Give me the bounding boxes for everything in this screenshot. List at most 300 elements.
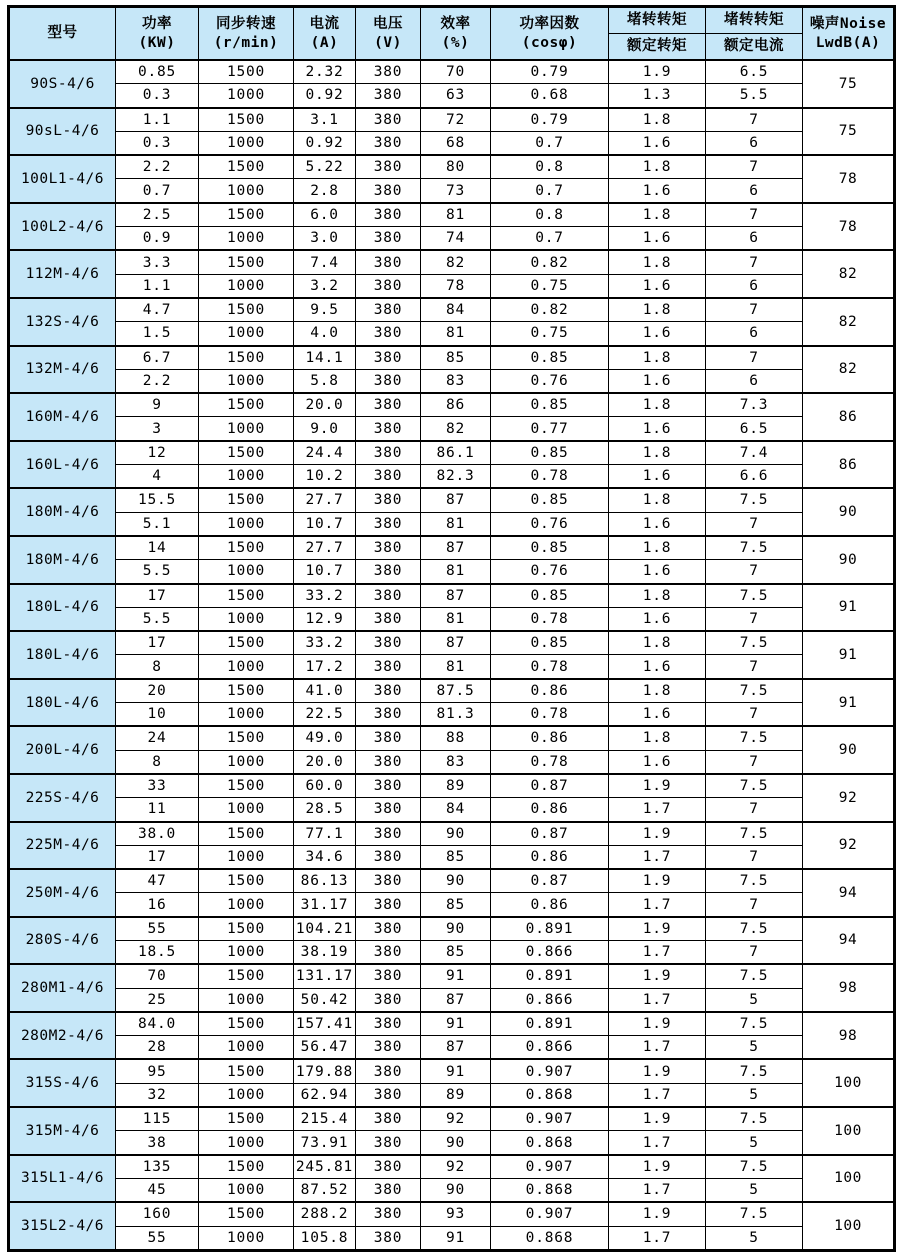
power-cell: 0.7: [116, 179, 199, 203]
power-factor-cell: 0.82: [491, 250, 609, 274]
model-cell: 225M-4/6: [9, 822, 116, 870]
current-ratio-cell: 7: [706, 893, 803, 917]
voltage-cell: 380: [356, 988, 421, 1012]
current-ratio-cell: 7.4: [706, 441, 803, 465]
current-ratio-cell: 7.5: [706, 726, 803, 750]
power-cell: 16: [116, 893, 199, 917]
current-cell: 27.7: [294, 536, 356, 560]
current-cell: 2.8: [294, 179, 356, 203]
power-factor-cell: 0.78: [491, 465, 609, 489]
power-factor-cell: 0.866: [491, 988, 609, 1012]
efficiency-cell: 81.3: [421, 703, 491, 727]
voltage-cell: 380: [356, 155, 421, 179]
torque-ratio-cell: 1.9: [609, 1012, 706, 1036]
efficiency-cell: 87: [421, 631, 491, 655]
current-ratio-cell: 7.5: [706, 822, 803, 846]
column-header-current: 电流 (A): [294, 7, 356, 61]
torque-ratio-cell: 1.9: [609, 822, 706, 846]
efficiency-cell: 63: [421, 84, 491, 108]
voltage-cell: 380: [356, 893, 421, 917]
noise-cell: 100: [803, 1202, 895, 1250]
current-cell: 5.8: [294, 369, 356, 393]
power-factor-cell: 0.79: [491, 108, 609, 132]
power-factor-cell: 0.76: [491, 512, 609, 536]
noise-cell: 92: [803, 822, 895, 870]
voltage-cell: 380: [356, 560, 421, 584]
model-cell: 280M1-4/6: [9, 964, 116, 1012]
power-factor-cell: 0.85: [491, 441, 609, 465]
efficiency-cell: 85: [421, 940, 491, 964]
power-factor-cell: 0.868: [491, 1178, 609, 1202]
efficiency-cell: 83: [421, 369, 491, 393]
torque-ratio-cell: 1.8: [609, 536, 706, 560]
torque-ratio-cell: 1.6: [609, 655, 706, 679]
power-cell: 1.1: [116, 108, 199, 132]
speed-cell: 1500: [199, 1155, 294, 1179]
efficiency-cell: 87: [421, 1036, 491, 1060]
power-factor-cell: 0.7: [491, 179, 609, 203]
power-cell: 15.5: [116, 488, 199, 512]
power-factor-cell: 0.77: [491, 417, 609, 441]
efficiency-cell: 85: [421, 845, 491, 869]
model-cell: 280M2-4/6: [9, 1012, 116, 1060]
noise-cell: 86: [803, 441, 895, 489]
table-row: [9, 322, 895, 346]
column-header-current-ratio-bottom: 额定电流: [706, 34, 803, 61]
current-ratio-cell: 7.5: [706, 964, 803, 988]
torque-ratio-cell: 1.7: [609, 845, 706, 869]
efficiency-cell: 85: [421, 346, 491, 370]
power-factor-cell: 0.907: [491, 1059, 609, 1083]
power-cell: 17: [116, 631, 199, 655]
current-ratio-cell: 7.5: [706, 488, 803, 512]
voltage-cell: 380: [356, 60, 421, 84]
power-cell: 1.1: [116, 274, 199, 298]
current-ratio-cell: 6: [706, 322, 803, 346]
voltage-cell: 380: [356, 84, 421, 108]
column-header-efficiency: 效率 (%): [421, 7, 491, 61]
current-cell: 33.2: [294, 631, 356, 655]
torque-ratio-cell: 1.8: [609, 679, 706, 703]
torque-ratio-cell: 1.6: [609, 512, 706, 536]
table-row: [9, 893, 895, 917]
torque-ratio-cell: 1.9: [609, 1155, 706, 1179]
power-cell: 160: [116, 1202, 199, 1226]
power-cell: 0.9: [116, 227, 199, 251]
power-cell: 1.5: [116, 322, 199, 346]
power-factor-cell: 0.87: [491, 774, 609, 798]
current-ratio-cell: 6: [706, 227, 803, 251]
current-cell: 3.1: [294, 108, 356, 132]
current-cell: 104.21: [294, 917, 356, 941]
efficiency-cell: 68: [421, 131, 491, 155]
torque-ratio-cell: 1.8: [609, 298, 706, 322]
column-header-model: [9, 7, 116, 61]
voltage-cell: 380: [356, 417, 421, 441]
table-row: [9, 108, 895, 132]
column-header-power: 功率 (KW): [116, 7, 199, 61]
power-factor-cell: 0.85: [491, 584, 609, 608]
model-cell: 225S-4/6: [9, 774, 116, 822]
column-header-voltage: 电压 (V): [356, 7, 421, 61]
table-header: [9, 7, 895, 61]
noise-cell: 82: [803, 346, 895, 394]
voltage-cell: 380: [356, 131, 421, 155]
power-factor-cell: 0.78: [491, 750, 609, 774]
torque-ratio-cell: 1.6: [609, 227, 706, 251]
torque-ratio-cell: 1.9: [609, 917, 706, 941]
table-body: [9, 60, 895, 1250]
speed-cell: 1000: [199, 750, 294, 774]
speed-cell: 1000: [199, 560, 294, 584]
torque-ratio-cell: 1.8: [609, 441, 706, 465]
table-row: [9, 988, 895, 1012]
power-cell: 3.3: [116, 250, 199, 274]
torque-ratio-cell: 1.6: [609, 560, 706, 584]
noise-cell: 91: [803, 631, 895, 679]
current-ratio-cell: 7: [706, 560, 803, 584]
noise-cell: 94: [803, 869, 895, 917]
efficiency-cell: 91: [421, 964, 491, 988]
model-cell: 250M-4/6: [9, 869, 116, 917]
power-factor-cell: 0.78: [491, 703, 609, 727]
power-cell: 55: [116, 917, 199, 941]
voltage-cell: 380: [356, 298, 421, 322]
voltage-cell: 380: [356, 1226, 421, 1250]
power-cell: 2.2: [116, 369, 199, 393]
voltage-cell: 380: [356, 679, 421, 703]
speed-cell: 1000: [199, 227, 294, 251]
current-ratio-cell: 5.5: [706, 84, 803, 108]
power-cell: 17: [116, 584, 199, 608]
power-cell: 0.3: [116, 84, 199, 108]
speed-cell: 1000: [199, 988, 294, 1012]
model-cell: 315L2-4/6: [9, 1202, 116, 1250]
speed-cell: 1000: [199, 417, 294, 441]
current-cell: 49.0: [294, 726, 356, 750]
power-cell: 5.1: [116, 512, 199, 536]
current-cell: 157.41: [294, 1012, 356, 1036]
power-factor-cell: 0.86: [491, 893, 609, 917]
noise-cell: 92: [803, 774, 895, 822]
current-ratio-cell: 6.5: [706, 417, 803, 441]
model-cell: 200L-4/6: [9, 726, 116, 774]
current-cell: 86.13: [294, 869, 356, 893]
speed-cell: 1500: [199, 488, 294, 512]
voltage-cell: 380: [356, 1012, 421, 1036]
power-factor-cell: 0.866: [491, 1036, 609, 1060]
voltage-cell: 380: [356, 655, 421, 679]
table-row: [9, 798, 895, 822]
table-row: [9, 1107, 895, 1131]
voltage-cell: 380: [356, 227, 421, 251]
noise-cell: 90: [803, 726, 895, 774]
efficiency-cell: 87: [421, 584, 491, 608]
current-ratio-cell: 7: [706, 750, 803, 774]
efficiency-cell: 88: [421, 726, 491, 750]
power-factor-cell: 0.85: [491, 631, 609, 655]
model-cell: 315M-4/6: [9, 1107, 116, 1155]
power-cell: 5.5: [116, 560, 199, 584]
current-ratio-cell: 7: [706, 346, 803, 370]
current-ratio-cell: 7.5: [706, 917, 803, 941]
efficiency-cell: 81: [421, 512, 491, 536]
voltage-cell: 380: [356, 1131, 421, 1155]
speed-cell: 1500: [199, 536, 294, 560]
noise-cell: 94: [803, 917, 895, 965]
power-factor-cell: 0.87: [491, 869, 609, 893]
current-ratio-cell: 5: [706, 1083, 803, 1107]
current-cell: 34.6: [294, 845, 356, 869]
torque-ratio-cell: 1.7: [609, 940, 706, 964]
power-cell: 8: [116, 750, 199, 774]
current-ratio-cell: 7: [706, 155, 803, 179]
current-cell: 2.32: [294, 60, 356, 84]
torque-ratio-cell: 1.6: [609, 750, 706, 774]
voltage-cell: 380: [356, 369, 421, 393]
model-cell: 90S-4/6: [9, 60, 116, 108]
efficiency-cell: 81: [421, 560, 491, 584]
speed-cell: 1000: [199, 1178, 294, 1202]
power-factor-cell: 0.85: [491, 536, 609, 560]
current-cell: 41.0: [294, 679, 356, 703]
power-cell: 2.5: [116, 203, 199, 227]
current-cell: 31.17: [294, 893, 356, 917]
efficiency-cell: 90: [421, 917, 491, 941]
power-cell: 38: [116, 1131, 199, 1155]
table-row: [9, 822, 895, 846]
current-ratio-cell: 7.5: [706, 1202, 803, 1226]
current-ratio-cell: 6.5: [706, 60, 803, 84]
current-cell: 38.19: [294, 940, 356, 964]
voltage-cell: 380: [356, 917, 421, 941]
current-cell: 0.92: [294, 84, 356, 108]
efficiency-cell: 82: [421, 417, 491, 441]
table-row: [9, 179, 895, 203]
table-row: [9, 1131, 895, 1155]
table-row: [9, 1059, 895, 1083]
header-row-1: [9, 7, 895, 34]
torque-ratio-cell: 1.6: [609, 465, 706, 489]
power-cell: 14: [116, 536, 199, 560]
current-ratio-cell: 7.5: [706, 631, 803, 655]
speed-cell: 1500: [199, 1202, 294, 1226]
table-row: [9, 869, 895, 893]
power-factor-cell: 0.82: [491, 298, 609, 322]
speed-cell: 1500: [199, 774, 294, 798]
current-ratio-cell: 7: [706, 607, 803, 631]
torque-ratio-cell: 1.8: [609, 726, 706, 750]
torque-ratio-cell: 1.6: [609, 322, 706, 346]
voltage-cell: 380: [356, 1083, 421, 1107]
voltage-cell: 380: [356, 512, 421, 536]
table-row: [9, 346, 895, 370]
power-cell: 84.0: [116, 1012, 199, 1036]
voltage-cell: 380: [356, 631, 421, 655]
current-cell: 10.2: [294, 465, 356, 489]
power-factor-cell: 0.76: [491, 560, 609, 584]
power-cell: 18.5: [116, 940, 199, 964]
speed-cell: 1500: [199, 869, 294, 893]
speed-cell: 1500: [199, 346, 294, 370]
noise-cell: 78: [803, 155, 895, 203]
current-ratio-cell: 7: [706, 108, 803, 132]
efficiency-cell: 89: [421, 1083, 491, 1107]
power-cell: 8: [116, 655, 199, 679]
voltage-cell: 380: [356, 869, 421, 893]
power-cell: 3: [116, 417, 199, 441]
speed-cell: 1000: [199, 369, 294, 393]
power-cell: 0.85: [116, 60, 199, 84]
power-cell: 32: [116, 1083, 199, 1107]
speed-cell: 1500: [199, 203, 294, 227]
current-ratio-cell: 7.5: [706, 679, 803, 703]
current-cell: 6.0: [294, 203, 356, 227]
current-ratio-cell: 7.5: [706, 869, 803, 893]
efficiency-cell: 91: [421, 1012, 491, 1036]
current-ratio-cell: 7.5: [706, 1155, 803, 1179]
torque-ratio-cell: 1.8: [609, 155, 706, 179]
power-cell: 2.2: [116, 155, 199, 179]
table-row: [9, 298, 895, 322]
table-row: [9, 465, 895, 489]
current-cell: 4.0: [294, 322, 356, 346]
speed-cell: 1000: [199, 274, 294, 298]
power-factor-cell: 0.75: [491, 322, 609, 346]
speed-cell: 1000: [199, 322, 294, 346]
power-factor-cell: 0.868: [491, 1131, 609, 1155]
column-header-current-ratio-top: 堵转转矩: [706, 7, 803, 34]
table-row: [9, 227, 895, 251]
torque-ratio-cell: 1.6: [609, 417, 706, 441]
current-ratio-cell: 7: [706, 250, 803, 274]
current-ratio-cell: 7.5: [706, 536, 803, 560]
power-cell: 12: [116, 441, 199, 465]
efficiency-cell: 82: [421, 250, 491, 274]
efficiency-cell: 91: [421, 1226, 491, 1250]
current-ratio-cell: 7.5: [706, 774, 803, 798]
speed-cell: 1500: [199, 250, 294, 274]
current-cell: 56.47: [294, 1036, 356, 1060]
voltage-cell: 380: [356, 346, 421, 370]
current-cell: 9.0: [294, 417, 356, 441]
voltage-cell: 380: [356, 393, 421, 417]
voltage-cell: 380: [356, 274, 421, 298]
table-row: [9, 845, 895, 869]
efficiency-cell: 85: [421, 893, 491, 917]
column-header-model-label: 型号: [47, 25, 78, 42]
current-cell: 17.2: [294, 655, 356, 679]
voltage-cell: 380: [356, 203, 421, 227]
speed-cell: 1000: [199, 179, 294, 203]
power-factor-cell: 0.85: [491, 393, 609, 417]
efficiency-cell: 92: [421, 1155, 491, 1179]
voltage-cell: 380: [356, 607, 421, 631]
motor-spec-table: [7, 5, 896, 1252]
torque-ratio-cell: 1.6: [609, 274, 706, 298]
table-row: [9, 1202, 895, 1226]
torque-ratio-cell: 1.3: [609, 84, 706, 108]
power-cell: 24: [116, 726, 199, 750]
current-ratio-cell: 7.3: [706, 393, 803, 417]
table-row: [9, 750, 895, 774]
table-row: [9, 774, 895, 798]
speed-cell: 1500: [199, 393, 294, 417]
model-cell: 100L2-4/6: [9, 203, 116, 251]
noise-cell: 78: [803, 203, 895, 251]
efficiency-cell: 81: [421, 655, 491, 679]
model-cell: 100L1-4/6: [9, 155, 116, 203]
power-factor-cell: 0.76: [491, 369, 609, 393]
efficiency-cell: 78: [421, 274, 491, 298]
torque-ratio-cell: 1.9: [609, 1059, 706, 1083]
power-factor-cell: 0.907: [491, 1107, 609, 1131]
model-cell: 132S-4/6: [9, 298, 116, 346]
current-ratio-cell: 7.5: [706, 1012, 803, 1036]
column-header-speed: 同步转速 (r/min): [199, 7, 294, 61]
table-row: [9, 369, 895, 393]
speed-cell: 1000: [199, 798, 294, 822]
current-ratio-cell: 6.6: [706, 465, 803, 489]
power-factor-cell: 0.868: [491, 1083, 609, 1107]
speed-cell: 1500: [199, 822, 294, 846]
torque-ratio-cell: 1.6: [609, 703, 706, 727]
speed-cell: 1500: [199, 1059, 294, 1083]
current-cell: 10.7: [294, 560, 356, 584]
table-row: [9, 488, 895, 512]
speed-cell: 1500: [199, 1012, 294, 1036]
noise-cell: 98: [803, 1012, 895, 1060]
power-cell: 4.7: [116, 298, 199, 322]
current-cell: 33.2: [294, 584, 356, 608]
voltage-cell: 380: [356, 1059, 421, 1083]
torque-ratio-cell: 1.8: [609, 346, 706, 370]
model-cell: 180L-4/6: [9, 584, 116, 632]
torque-ratio-cell: 1.7: [609, 1131, 706, 1155]
table-row: [9, 607, 895, 631]
efficiency-cell: 87: [421, 536, 491, 560]
torque-ratio-cell: 1.7: [609, 1226, 706, 1250]
model-cell: 180M-4/6: [9, 536, 116, 584]
model-cell: 280S-4/6: [9, 917, 116, 965]
efficiency-cell: 86: [421, 393, 491, 417]
noise-cell: 100: [803, 1059, 895, 1107]
current-cell: 27.7: [294, 488, 356, 512]
power-factor-cell: 0.7: [491, 131, 609, 155]
power-factor-cell: 0.79: [491, 60, 609, 84]
current-cell: 5.22: [294, 155, 356, 179]
table-row: [9, 1178, 895, 1202]
table-row: [9, 964, 895, 988]
torque-ratio-cell: 1.7: [609, 1036, 706, 1060]
efficiency-cell: 73: [421, 179, 491, 203]
current-ratio-cell: 7: [706, 203, 803, 227]
current-ratio-cell: 7: [706, 655, 803, 679]
noise-cell: 90: [803, 536, 895, 584]
current-cell: 24.4: [294, 441, 356, 465]
power-factor-cell: 0.868: [491, 1226, 609, 1250]
speed-cell: 1000: [199, 1131, 294, 1155]
efficiency-cell: 87: [421, 488, 491, 512]
current-ratio-cell: 5: [706, 1131, 803, 1155]
table-row: [9, 1155, 895, 1179]
voltage-cell: 380: [356, 750, 421, 774]
power-factor-cell: 0.8: [491, 155, 609, 179]
table-row: [9, 1012, 895, 1036]
column-header-torque-ratio-top: 堵转转矩: [609, 7, 706, 34]
efficiency-cell: 84: [421, 798, 491, 822]
power-cell: 115: [116, 1107, 199, 1131]
